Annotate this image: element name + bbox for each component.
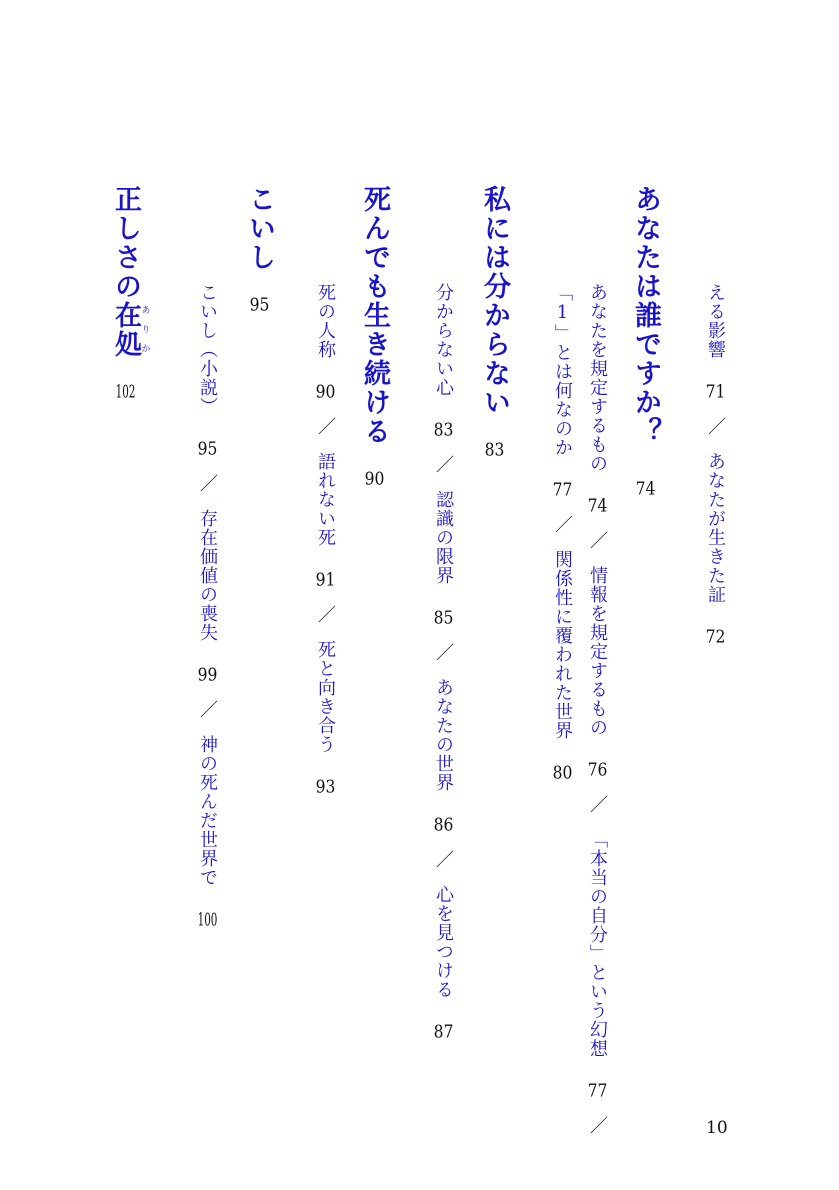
toc-entry-page: 76: [587, 761, 608, 779]
toc-entry-title[interactable]: 心を見つける: [433, 885, 454, 999]
toc-entry-title[interactable]: 死の人称: [315, 283, 336, 359]
toc-entry-page: 95: [197, 440, 218, 458]
toc-entry-title[interactable]: あなたの世界: [433, 678, 454, 792]
toc-chapter-4: [246, 185, 273, 314]
toc-entry-page: 71: [705, 383, 726, 401]
toc-column-8: [316, 283, 334, 796]
toc-entry-title[interactable]: 存在価値の喪失: [197, 509, 218, 642]
toc-entry-page: 93: [315, 778, 336, 796]
toc-entry-title[interactable]: 神の死んだ世界で: [197, 735, 218, 887]
ruby-reading: ありか: [139, 301, 150, 359]
chapter-title[interactable]: [110, 185, 150, 359]
toc-column-6: [434, 283, 452, 1041]
toc-entry-title[interactable]: こいし（小説）: [197, 283, 218, 416]
ruby-base: 在処: [110, 301, 141, 359]
toc-entry-page: 77: [552, 481, 573, 499]
toc-entry-title[interactable]: 死と向き合う: [315, 640, 336, 754]
separator: ／: [315, 605, 336, 624]
toc-chapter-2: [481, 185, 508, 459]
chapter-page: 102: [115, 383, 136, 401]
toc-entry-title[interactable]: あなたが生きた証: [705, 452, 726, 604]
toc-entry-title[interactable]: 関係性に覆われた世界: [552, 550, 573, 740]
toc-entry-page: 100: [197, 911, 218, 929]
chapter-page: 95: [249, 296, 270, 314]
toc-entry-page: 99: [197, 666, 218, 684]
toc-entry-page: 91: [315, 571, 336, 589]
toc-entry-title[interactable]: 語れない死: [315, 452, 336, 547]
page-number: 10: [706, 1118, 728, 1138]
separator: ／: [705, 417, 726, 436]
toc-entry-page: 83: [433, 421, 454, 439]
toc-chapter-3: [361, 185, 388, 488]
toc-entry-page: 72: [705, 628, 726, 646]
chapter-title[interactable]: 死んでも生き続ける: [359, 185, 390, 446]
toc-entry-title[interactable]: 情報を規定するもの: [587, 566, 608, 737]
toc-chapter-1: [632, 185, 659, 498]
toc-entry-title[interactable]: 分からない心: [433, 283, 454, 397]
toc-column-1: [706, 283, 724, 646]
toc-entry-page: 85: [433, 609, 454, 627]
toc-entry-page: 74: [587, 497, 608, 515]
separator: ／: [433, 455, 454, 474]
chapter-page: 74: [635, 480, 656, 498]
toc-column-3: [588, 283, 606, 1135]
toc-column-10: [198, 283, 216, 929]
chapter-title-prefix: 正しさの: [110, 185, 141, 301]
toc-entry-page: 86: [433, 816, 454, 834]
separator: ／: [433, 643, 454, 662]
toc-column-4: [553, 283, 571, 782]
separator: ／: [197, 700, 218, 719]
chapter-page: 83: [484, 441, 505, 459]
toc-entry-page: 80: [552, 764, 573, 782]
chapter-page: 90: [364, 470, 385, 488]
separator: ／: [433, 850, 454, 869]
toc-entry-title[interactable]: 「1」とは何なのか: [552, 283, 573, 457]
separator: ／: [315, 417, 336, 436]
toc-entry-page: 90: [315, 383, 336, 401]
separator: ／: [587, 795, 608, 814]
chapter-title[interactable]: 私には分からない: [479, 185, 510, 417]
separator: ／: [587, 531, 608, 550]
toc-entry-page: 87: [433, 1023, 454, 1041]
toc-entry-page: 77: [587, 1082, 608, 1100]
separator: ／: [587, 1116, 608, 1135]
chapter-title[interactable]: こいし: [244, 185, 275, 272]
toc-chapter-5: [112, 185, 150, 401]
separator: ／: [197, 474, 218, 493]
separator: ／: [552, 515, 573, 534]
toc-entry-title[interactable]: 「本当の自分」という幻想: [587, 830, 608, 1058]
toc-entry-title[interactable]: える影響: [705, 283, 726, 359]
chapter-title-ruby: [110, 301, 150, 359]
chapter-title[interactable]: あなたは誰ですか？: [630, 185, 661, 446]
toc-entry-title[interactable]: 認識の限界: [433, 490, 454, 585]
toc-entry-title[interactable]: あなたを規定するもの: [587, 283, 608, 473]
